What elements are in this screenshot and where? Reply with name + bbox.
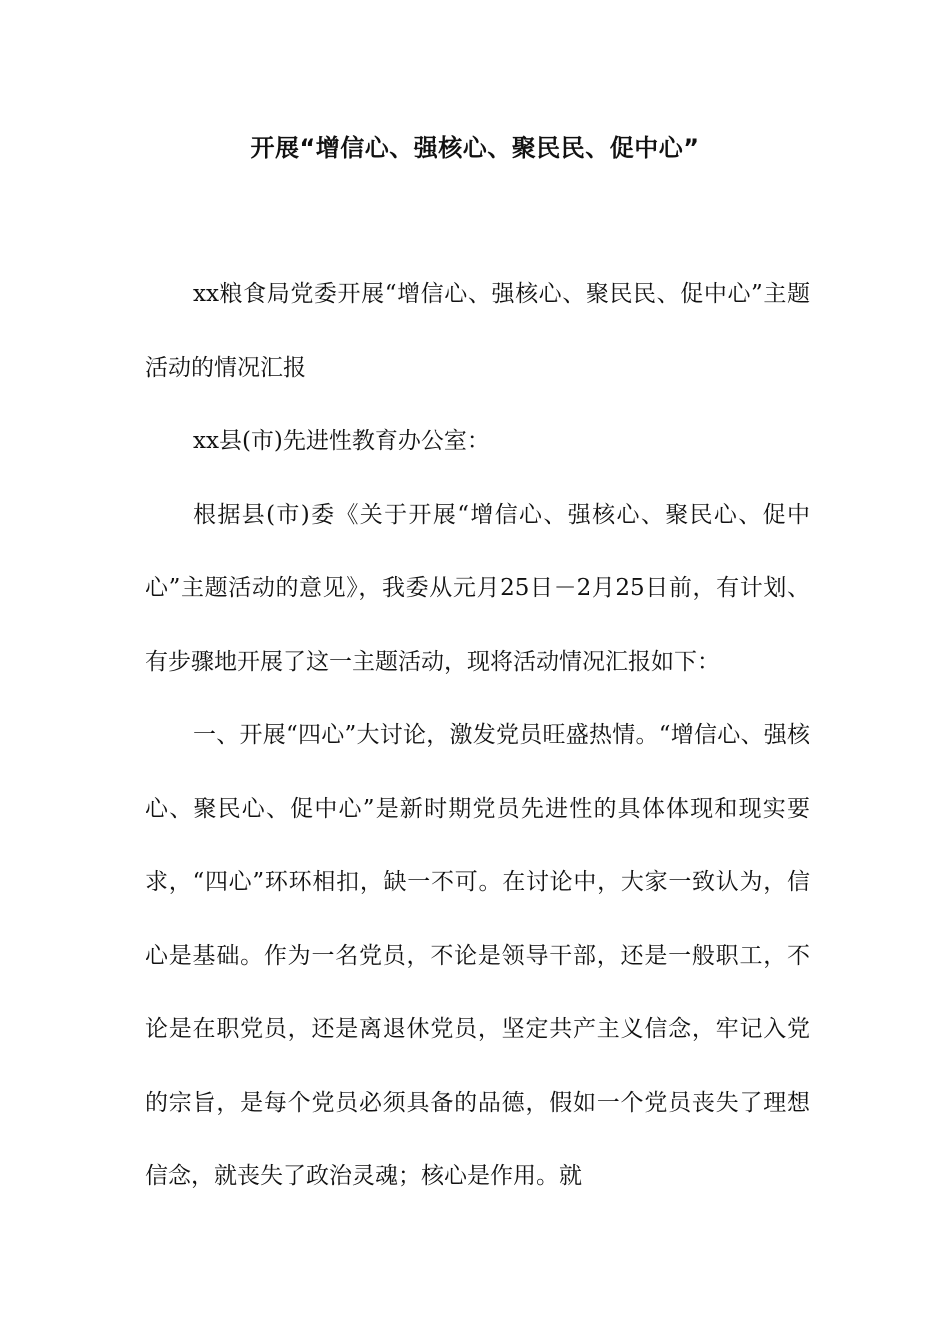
- paragraph-addressee: xx县(市)先进性教育办公室：: [193, 428, 490, 454]
- paragraph-section-one: 一、开展“四心”大讨论，激发党员旺盛热情。“增信心、强核心、聚民心、促中心”是新时期党员先进性的具体体现和现实要求，“四心”环环相扣，缺一不可。在讨论中，大家一致认为，信心是基础。作为一名党员，不论是领导干部，还是一般职工，不论是在职党员，还是离退休党员，坚定共产主义信念，牢记入党的宗旨，是每个党员必须具备的品德，假如一个党员丧失了理想信念，就丧失了政治灵魂；核心是作用。就: [145, 722, 810, 1189]
- document-title: 开展“增信心、强核心、聚民民、促中心”: [250, 134, 700, 162]
- paragraph-intro: 根据县(市)委《关于开展“增信心、强核心、聚民心、促中心”主题活动的意见》，我委从元月25日－2月25日前，有计划、有步骤地开展了这一主题活动，现将活动情况汇报如下：: [145, 501, 810, 675]
- paragraph-report-heading: xx粮食局党委开展“增信心、强核心、聚民民、促中心”主题活动的情况汇报: [145, 281, 810, 381]
- document-body: [145, 258, 810, 1214]
